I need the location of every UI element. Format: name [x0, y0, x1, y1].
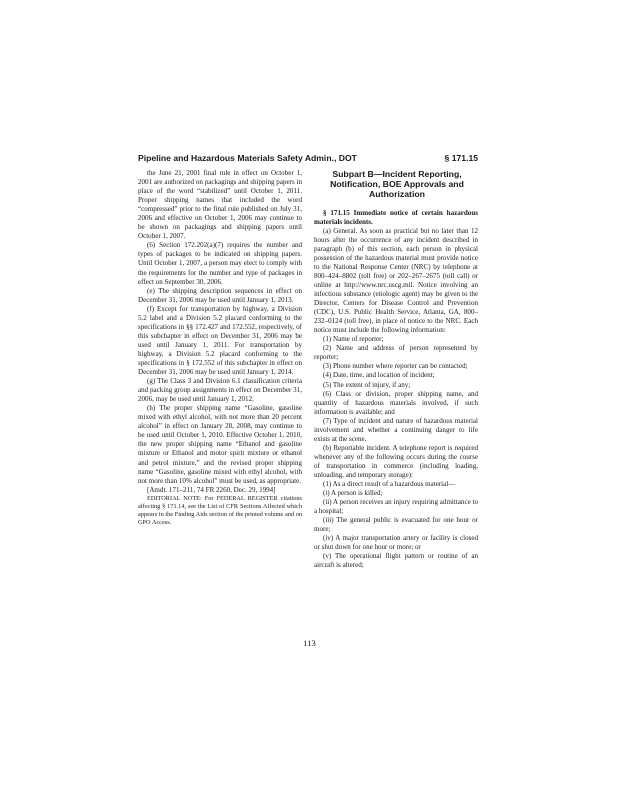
paragraph: the June 21, 2001 final rule in effect on October 1, 2001 are authorized on packagings and shipping papers in place of the word “stabilized” until October 1, 2011. Proper shipping names that included the word “compressed” prior to the final rule published on July 31, 2006 and effective on October 1, 2006 may continue to be shown on packagings and shipping papers until October 1, 2007.	[138, 169, 302, 241]
paragraph: (i) A person is killed;	[323, 489, 383, 498]
page-number: 113	[303, 638, 316, 648]
paragraph: (a) General. As soon as practical but no later than 12 hours after the occurrence of any incident described in paragraph (b) of this section, each person in physical possession of the hazardous material must provide notice to the National Response Center (NRC) by telephone at 800–424–8802 (toll free) or 202–267–2675 (toll call) or online at http://www.nrc.uscg.mil. Notice involving an infectious substance (etiologic agent) may be given to the Director, Centers for Disease Control and Prevention (CDC), U.S. Public Health Service, Atlanta, GA, 800–232–0124 (toll free), in place of notice to the NRC. Each notice must include the following information:	[314, 226, 478, 335]
paragraph: (f) Except for transportation by highway, a Division 5.2 label and a Division 5.2 placard conforming to the specifications in §§ 172.427 and 172.552, respectively, of this subchapter in effect on December 31, 2006 may be used until January 1, 2011. For transportation by highway, a Division 5.2 placard conforming to the specifications in § 172.552 of this subchapter in effect on December 31, 2006 may be used until January 1, 2014.	[138, 304, 302, 377]
paragraph: (6) Class or division, proper shipping name, and quantity of hazardous materials involved, if such information is available; and	[314, 389, 478, 416]
paragraph: (5) The extent of injury, if any;	[323, 380, 411, 389]
left-column	[138, 169, 302, 528]
header-section: § 171.15	[444, 153, 478, 163]
paragraph: (7) Type of incident and nature of hazardous material involvement and whether a continuing danger to life exists at the scene.	[314, 416, 478, 443]
paragraph: (iii) The general public is evacuated for one hour or more;	[314, 516, 478, 534]
paragraph: (4) Date, time, and location of incident;	[323, 371, 435, 380]
paragraph: (6) Section 172.202(a)(7) requires the number and types of packages to be indicated on shipping papers. Until October 1, 2007, a person may elect to comply with the requirements for the number and type of packages in effect on September 30, 2006.	[138, 241, 302, 286]
paragraph: (3) Phone number where reporter can be contacted;	[323, 362, 468, 371]
paragraph: (ii) A person receives an injury requiring admittance to a hospital;	[314, 498, 478, 516]
right-column	[314, 169, 478, 570]
paragraph: (e) The shipping description sequences in effect on December 31, 2006 may be used until January 1, 2013.	[138, 286, 302, 304]
subpart-title: Subpart B—Incident Reporting, Notification, BOE Approvals and Authorization	[330, 169, 464, 200]
paragraph: (g) The Class 3 and Division 6.1 classification criteria and packing group assignments in effect on December 31, 2006, may be used until January 1, 2012.	[138, 377, 302, 404]
paragraph: (h) The proper shipping name “Gasoline, gasoline mixed with ethyl alcohol, with not more than 20 percent alcohol” in effect on January 28, 2008, may continue to be used until October 1, 2010. Effective October 1, 2010, the new proper shipping name “Ethanol and gasoline mixture or Ethanol and motor spirit mixture or ethanol and petrol mixture,” and the revised proper shipping name “Gasoline, gasoline mixed with ethyl alcohol, with not more than 10% alcohol” must be used, as appropriate.	[138, 404, 302, 485]
paragraph: (2) Name and address of person represented by reporter;	[314, 344, 478, 362]
paragraph: (b) Reportable incident. A telephone report is required whenever any of the following occurs during the course of transportation in commerce (including loading, unloading, and temporary storage):	[314, 443, 478, 479]
section-heading: § 171.15 Immediate notice of certain hazardous materials incidents.	[314, 208, 478, 226]
header-agency: Pipeline and Hazardous Materials Safety Admin., DOT	[138, 153, 357, 163]
running-header	[138, 153, 478, 163]
paragraph: (1) As a direct result of a hazardous material—	[323, 480, 456, 489]
paragraph: (iv) A major transportation artery or facility is closed or shut down for one hour or more; or	[314, 534, 478, 552]
paragraph: (1) Name of reporter;	[323, 335, 384, 344]
editorial-note: EDITORIAL NOTE: For FEDERAL REGISTER citations affecting § 171.14, see the List of CFR Sections Affected which appears in the Finding Aids section of the printed volume and on GPO Access.	[138, 494, 302, 527]
paragraph: (v) The operational flight pattern or routine of an aircraft is altered;	[314, 552, 478, 570]
amendment-citation: [Amdt. 171–211, 74 FR 2260, Dec. 29, 1994]	[147, 485, 276, 494]
